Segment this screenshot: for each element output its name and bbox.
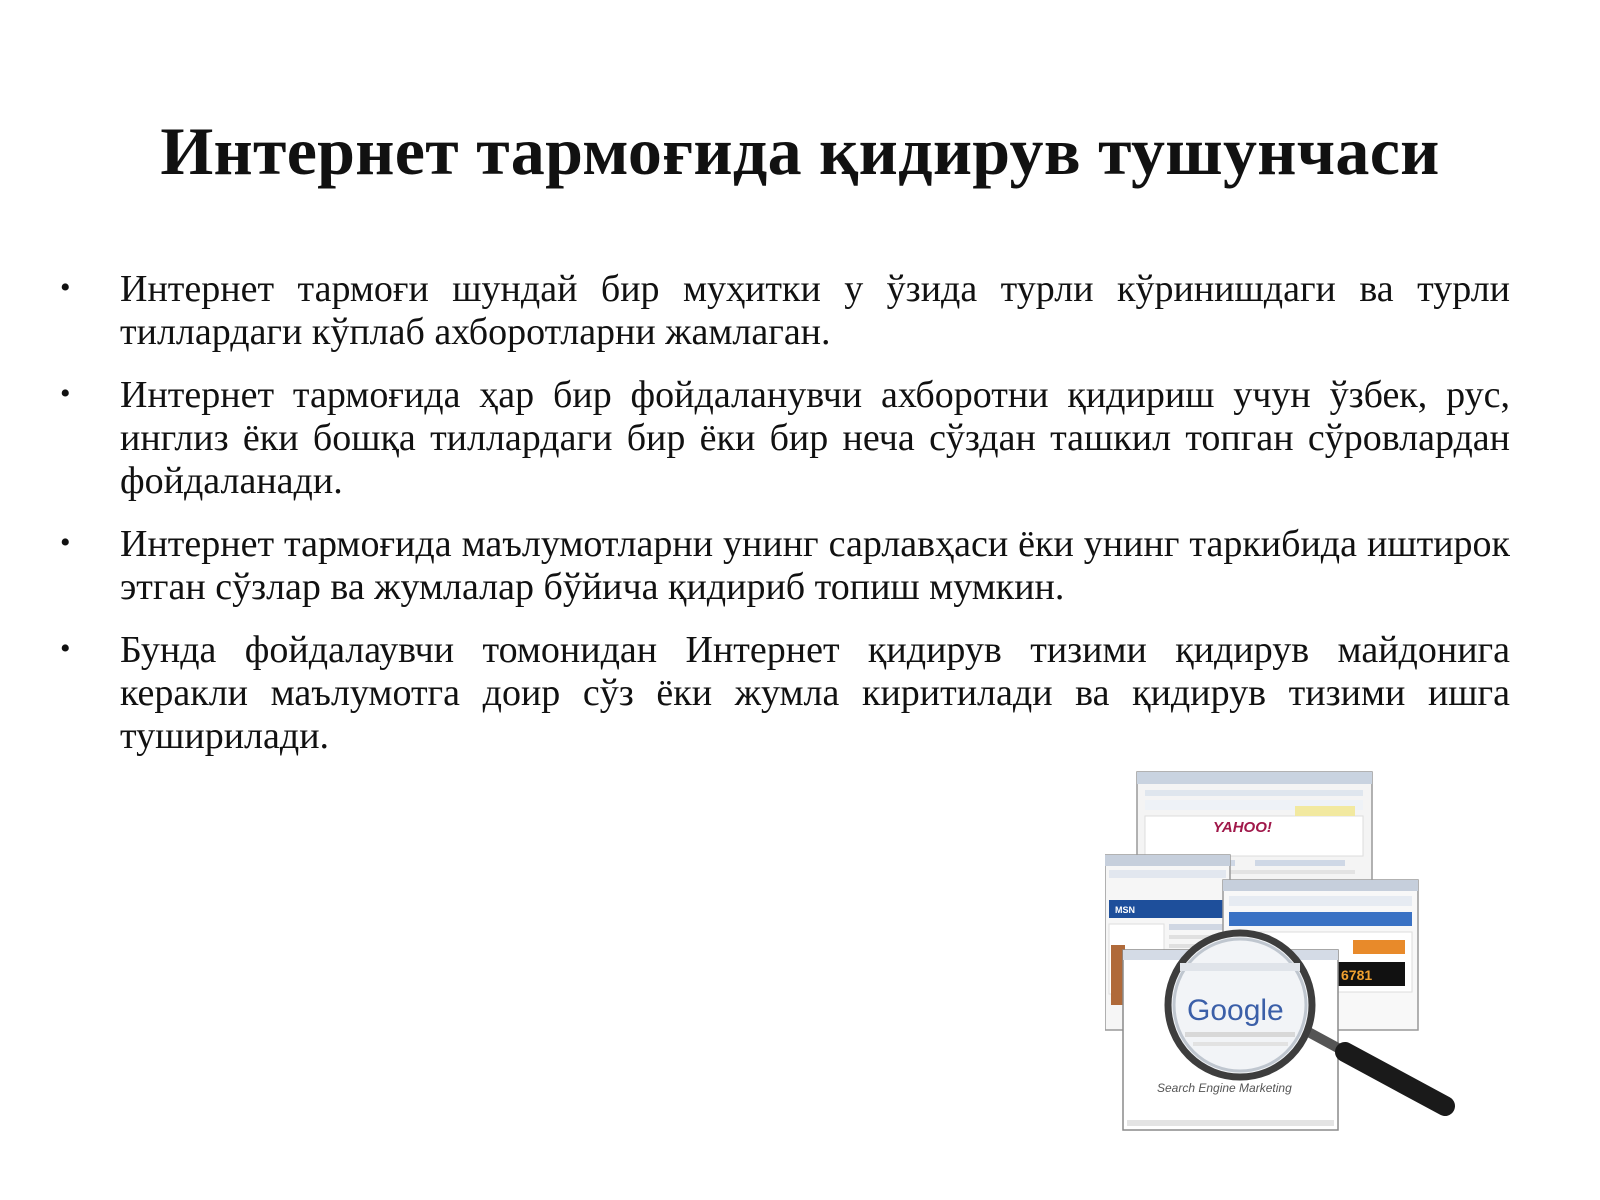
slide-title: Интернет тармоғида қидирув тушунчаси xyxy=(160,113,1440,189)
illustration-caption: Search Engine Marketing xyxy=(1157,1081,1292,1095)
bullet-dot-icon: • xyxy=(60,526,71,559)
bullet-list xyxy=(60,268,1510,778)
search-engines-illustration xyxy=(1105,770,1500,1170)
yahoo-logo: YAHOO! xyxy=(1213,819,1272,836)
list-item xyxy=(60,268,1510,354)
bullet-text: Интернет тармоғида маълумотларни унинг сарлавҳаси ёки унинг таркибида иштирок этган сўзлар ва жумлалар бўйича қидириб топиш мумкин. xyxy=(120,523,1510,608)
bullet-dot-icon: • xyxy=(60,271,71,304)
bullet-text: Интернет тармоғида ҳар бир фойдаланувчи ахборотни қидириш учун ўзбек, рус, инглиз ёки бошқа тиллардаги бир ёки бир неча сўздан ташкил топган сўровлардан фойдаланади. xyxy=(120,374,1510,502)
google-logo: Google xyxy=(1187,994,1284,1027)
bullet-dot-icon: • xyxy=(60,377,71,410)
bullet-dot-icon: • xyxy=(60,632,71,665)
bullet-text: Интернет тармоғи шундай бир муҳитки у ўзида турли кўринишдаги ва турли тиллардаги кўплаб ахборотларни жамлаган. xyxy=(120,268,1510,353)
msn-logo: MSN xyxy=(1115,905,1135,915)
counter-readout: 6781 xyxy=(1341,967,1373,983)
list-item xyxy=(60,629,1510,758)
list-item xyxy=(60,523,1510,609)
bullet-text: Бунда фойдалаувчи томонидан Интернет қидирув тизими қидирув майдонига керакли маълумотга доир сўз ёки жумла киритилади ва қидирув тизими ишга туширилади. xyxy=(120,629,1510,757)
list-item xyxy=(60,374,1510,503)
